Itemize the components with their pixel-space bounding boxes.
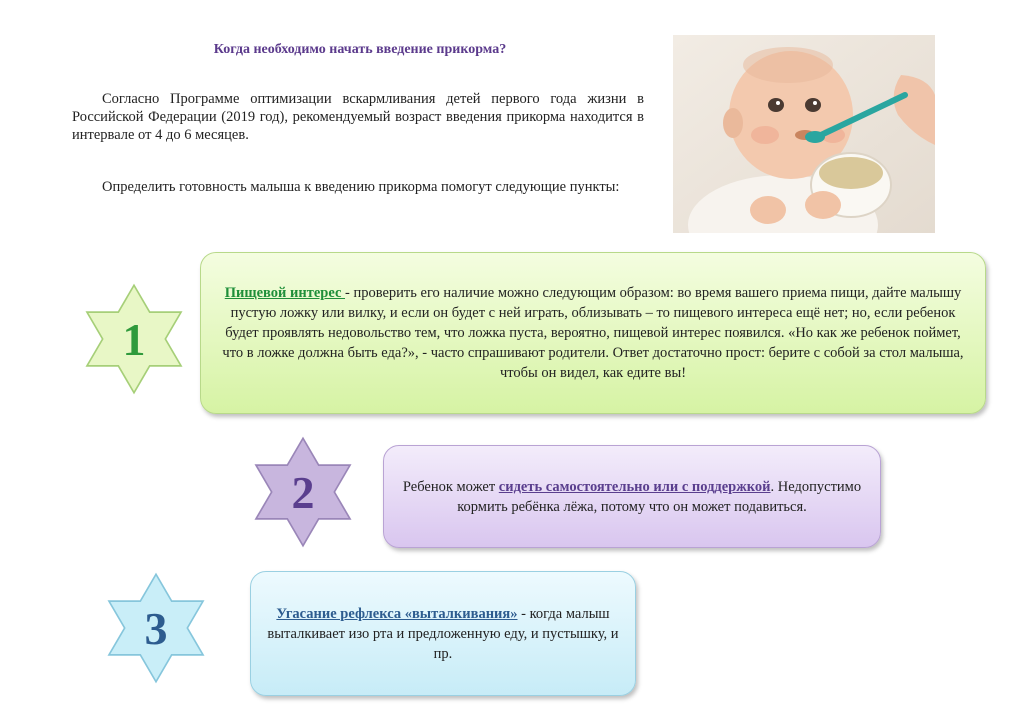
item-number-1: 1 (122, 313, 146, 365)
intro-paragraph-1: Согласно Программе оптимизации вскармливания детей первого года жизни в Российской Федерации (2019 год), рекомендуемый возраст введения прикорма находится в интервале от 4 до 6 месяцев. (72, 91, 644, 143)
item-2-highlight: сидеть самостоятельно или с поддержкой (498, 478, 771, 495)
item-card-1 (200, 252, 986, 414)
item-number-2: 2 (291, 466, 315, 518)
star-badge-3 (100, 572, 212, 684)
item-1-text: Пищевой интерес - проверить его наличие можно следующим образом: во время вашего приема пищи, дайте малышу пустую ложку или вилку, и если он будет с ней играть, облизывать – то пищевого интереса ещё нет; но, если ребенок будет проявлять недовольство тем, что ложка пуста, вероятно, пищевой интерес появился. «Но как же ребенок поймет, что в ложке должна быть еда?», - часто спрашивают родители. Ответ достаточно прост: берите с собой за стол малыша, чтобы он видел, как едите вы! (222, 285, 964, 381)
intro-paragraph-2: Определить готовность малыша к введению прикорма помогут следующие пункты: (102, 179, 620, 195)
item-1-highlight: Пищевой интерес (224, 285, 346, 301)
item-card-3 (250, 571, 636, 696)
item-3-text: Угасание рефлекса «выталкивания» - когда малыш выталкивает изо рта и предложенную еду, и пустышку, и пр. (267, 605, 619, 662)
item-3-highlight: Угасание рефлекса «выталкивания» (276, 605, 518, 622)
item-card-2 (383, 445, 881, 548)
baby-feeding-photo (673, 35, 935, 233)
page-title: Когда необходимо начать введение прикорма? (213, 42, 507, 57)
item-2-text: Ребенок может сидеть самостоятельно или с поддержкой. Недопустимо кормить ребёнка лёжа, потому что он может подавиться. (402, 478, 862, 515)
star-badge-2 (247, 436, 359, 548)
star-badge-1 (78, 283, 190, 395)
item-number-3: 3 (144, 602, 168, 654)
